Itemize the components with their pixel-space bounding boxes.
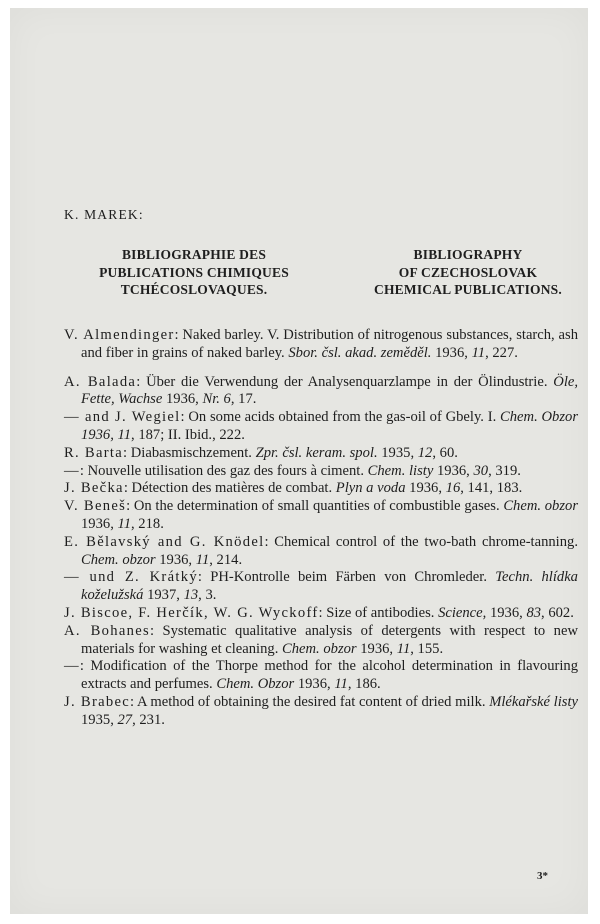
entry-pages: , 602. [541,604,574,621]
entry-year: 1936, [81,515,118,532]
bibliography-entry [64,374,578,410]
entry-author: — [64,658,80,675]
entry-journal: Chem. obzor [81,551,156,568]
entry-title: : On the determination of small quantities of combustible gases. [126,498,504,515]
entry-pages: , 218. [131,515,164,532]
entry-author: R. Barta [64,444,124,461]
entry-author: A. Bohanes [64,622,150,639]
entry-year: 1937, [143,587,184,604]
entry-pages: , 141, 183. [460,480,523,497]
entry-journal: Chem. Obzor [216,676,295,693]
entry-journal: Chem. obzor [503,498,578,515]
entry-year: 1936, [433,462,474,479]
entry-title: : Modification of the Thorpe method for the alcohol determination in flavouring extracts and perfumes. [79,658,578,693]
entry-year: 1936, [162,391,203,408]
document-page [10,8,588,914]
entry-author: V. Almendinger [64,327,175,343]
entry-volume: 11 [117,515,131,532]
title-french-line-2: PUBLICATIONS CHIMIQUES [99,264,289,280]
entry-journal: Mlékařské listy [489,693,579,710]
entry-journal: Zpr. čsl. keram. spol. [255,444,378,461]
entry-journal: Techn. hlídka koželužská [81,569,578,604]
entry-volume: 11 [471,344,486,361]
title-french [70,246,318,299]
entry-title: : Systematic qualitative analysis of detergents with respect to new materials for washing et cleaning. [81,622,578,657]
entry-journal: Plyn a voda [335,480,406,497]
entry-year: 1935, [377,444,418,461]
entry-volume: Nr. 6 [202,391,231,408]
entry-pages: , 186. [347,676,381,693]
entry-year: 1936, [431,344,472,361]
bibliography-entry [64,445,578,463]
entry-author: A. Balada [64,373,137,390]
title-english [344,246,592,299]
title-english-line-3: CHEMICAL PUBLICATIONS. [374,282,562,297]
entry-journal: Chem. obzor [282,640,357,657]
entry-volume: 16 [445,480,461,497]
bibliography-entry [64,623,578,659]
entry-volume: 30 [473,462,489,479]
bibliography-entry [64,480,578,498]
entry-volume: 13 [183,587,199,604]
entry-journal: Sbor. čsl. akad. zeměděl. [288,344,432,361]
entry-volume: 83 [526,604,542,621]
bibliography-entry [64,327,578,363]
entry-title: : Naked barley. V. Distribution of nitrogenous substances, starch, ash and fiber in grains of naked barley. [81,327,578,361]
title-english-line-1: BIBLIOGRAPHY [413,247,523,262]
entry-year: 1935, [81,711,118,728]
bibliography-entry [64,694,578,730]
entry-author: J. Brabec [64,693,131,710]
entry-year: 1936, [356,640,397,657]
entry-pages: , 231. [132,711,165,728]
title-block [64,246,584,299]
entry-author: V. Beneš [64,498,127,515]
entry-year: 1936, [486,604,527,621]
entry-journal: Science, [438,604,487,621]
bibliography-entry [64,409,578,445]
entry-pages: , 227. [485,344,518,361]
page-number: 3* [537,870,548,882]
title-french-line-3: TCHÉCOSLOVAQUES. [120,282,268,297]
entry-volume: 11 [117,426,132,443]
entry-pages: , 214. [209,551,243,568]
entry-author: — and J. Wegiel [64,409,181,426]
entry-volume: 11 [195,551,210,568]
entry-title: : On some acids obtained from the gas-oil of Gbely. I. [180,409,501,426]
entry-title: : PH-Kontrolle beim Färben von Chromleder. [197,569,496,586]
title-french-line-1: BIBLIOGRAPHIE DES [121,247,267,262]
entry-title: : A method of obtaining the desired fat content of dried milk. [130,693,490,710]
entry-title: : Nouvelle utilisation des gaz des fours à ciment. [79,462,368,479]
entry-author: E. Bělavský and G. Knödel [64,533,265,550]
entry-pages: , 187; II. Ibid., 222. [131,426,245,443]
entry-pages: , 319. [488,462,521,479]
bibliography-list [64,327,578,730]
bibliography-entry [64,534,578,570]
entry-title: : Diabasmischzement. [123,444,256,461]
entry-author: — [64,462,80,479]
entry-author: J. Bečka [64,480,124,497]
entry-pages: , 17. [230,391,257,408]
entry-title: : Chemical control of the two-bath chrome-tanning. [264,533,578,550]
entry-year: 1936, [294,676,335,693]
bibliography-entry [64,498,578,534]
author-heading: K. MAREK: [64,207,144,222]
entry-volume: 11 [334,676,348,693]
title-english-line-2: OF CZECHOSLOVAK [398,264,538,280]
entry-author: J. Biscoe, F. Herčík, W. G. Wyckoff [64,604,319,621]
entry-title: : Über die Verwendung der Analysenquarzlampe in der Ölindustrie. [136,373,554,390]
entry-volume: 27 [117,711,133,728]
entry-pages: , 155. [410,640,444,657]
entry-journal: Öle, Fette, Wachse [81,373,579,408]
bibliography-entry [64,605,578,623]
entry-journal: Chem. Obzor 1936, [81,409,579,443]
entry-pages: , 3. [198,587,217,604]
entry-pages: , 60. [432,444,458,461]
entry-title: : Détection des matières de combat. [123,480,336,497]
bibliography-entry [64,569,578,605]
entry-volume: 11 [396,640,411,657]
bibliography-entry [64,463,578,481]
entry-year: 1936, [405,480,446,497]
entry-year: 1936, [155,551,196,568]
entry-author: — und Z. Krátký [64,569,198,586]
entry-title: : Size of antibodies. [318,604,439,621]
bibliography-entry [64,658,578,694]
entry-volume: 12 [417,444,433,461]
entry-journal: Chem. listy [367,462,434,479]
